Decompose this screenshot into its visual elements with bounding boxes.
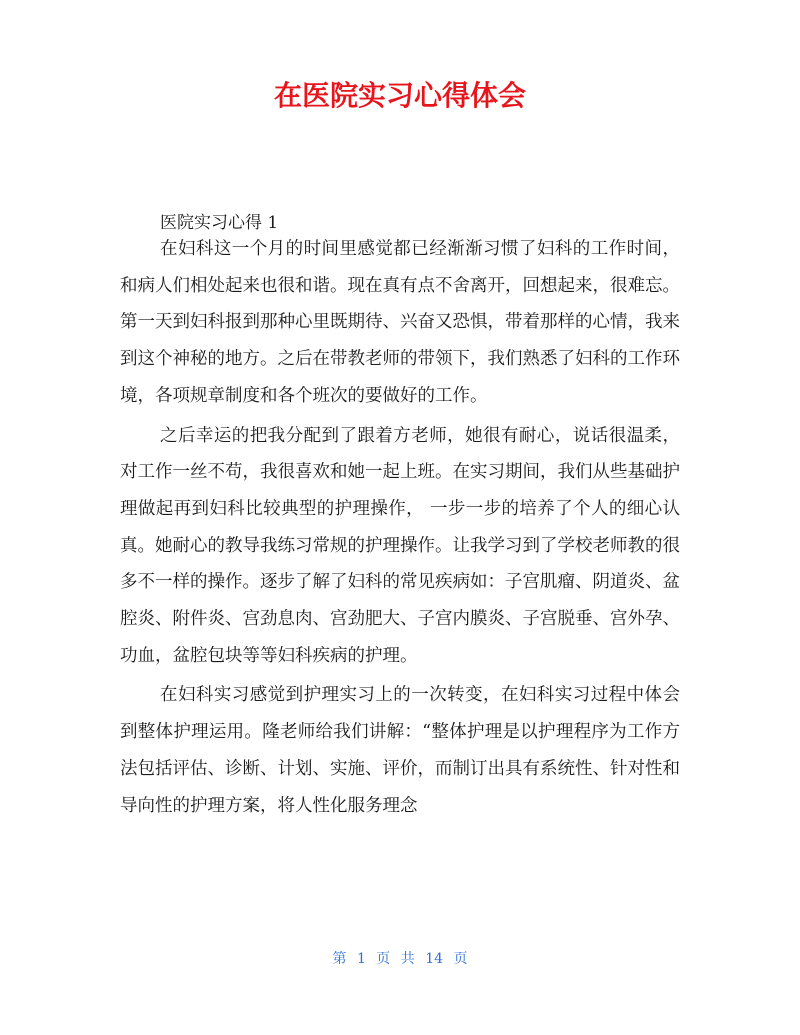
paragraph: 在妇科实习感觉到护理实习上的一次转变，在妇科实习过程中体会到整体护理运用。隆老师给我们讲解：“整体护理是以护理程序为工作方法包括评估、诊断、计划、实施、评价，而制订出具有系统性、针对性和导向性的护理方案，将人性化服务理念 <box>120 685 680 816</box>
page-footer: 第 1 页 共 14 页 <box>332 951 468 967</box>
section-heading: 医院实习心得 1 <box>160 213 279 233</box>
paragraph: 在妇科这一个月的时间里感觉都已经渐渐习惯了妇科的工作时间，和病人们相处起来也很和谐。现在真有点不舍离开，回想起来，很难忘。第一天到妇科报到那种心里既期待、兴奋又恐惧，带着那样的心情，我来到这个神秘的地方。之后在带教老师的带领下，我们熟悉了妇科的工作环境，各项规章制度和各个班次的要做好的工作。 <box>120 239 680 406</box>
paragraph: 之后幸运的把我分配到了跟着方老师，她很有耐心，说话很温柔，对工作一丝不苟，我很喜欢和她一起上班。在实习期间，我们从些基础护理做起再到妇科比较典型的护理操作， 一步一步的培养了个人的细心认真。她耐心的教导我练习常规的护理操作。让我学习到了学校老师教的很多不一样的操作。逐步了解了妇科的常见疾病如：子宫肌瘤、阴道炎、盆腔炎、附件炎、宫劲息肉、宫劲肥大、子宫内膜炎、子宫脱垂、宫外孕、功血，盆腔包块等等妇科疾病的护理。 <box>120 425 680 666</box>
document-title: 在医院实习心得体会 <box>273 79 526 112</box>
document-body <box>120 231 680 827</box>
